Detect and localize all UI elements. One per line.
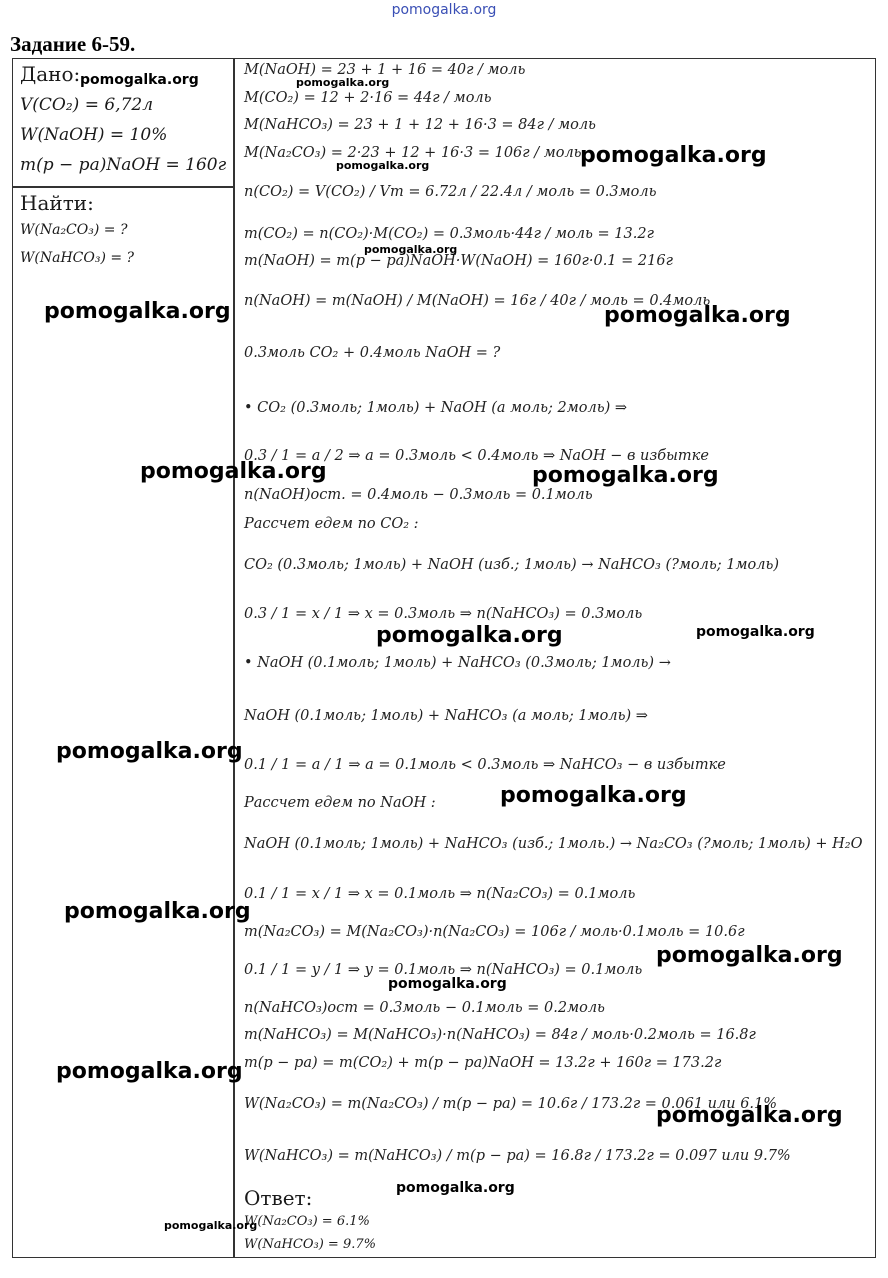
solution-step: 0.3моль CO₂ + 0.4моль NaOH = ? (244, 345, 501, 361)
solution-step: W(NaHCO₃) = m(NaHCO₃) / m(р − ра) = 16.8г / 173.2г = 0.097 или 9.7% (244, 1148, 791, 1164)
watermark-text: pomogalka.org (164, 1219, 258, 1232)
watermark-text: pomogalka.org (364, 243, 458, 256)
solution-step: 0.3 / 1 = а / 2 ⇒ а = 0.3моль < 0.4моль ⇒ NaOH − в избытке (244, 448, 709, 464)
watermark-text: pomogalka.org (336, 159, 430, 172)
task-title: Задание 6-59. (10, 32, 136, 56)
answer-line: W(NaHCO₃) = 9.7% (244, 1237, 376, 1252)
find-label: Найти: (20, 191, 94, 215)
answer-line: W(Na₂CO₃) = 6.1% (244, 1214, 370, 1229)
solution-step: M(NaHCO₃) = 23 + 1 + 12 + 16·3 = 84г / моль (244, 117, 596, 133)
solution-step: M(Na₂CO₃) = 2·23 + 12 + 16·3 = 106г / моль (244, 145, 582, 161)
solution-step: M(NaOH) = 23 + 1 + 16 = 40г / моль (244, 62, 526, 78)
solution-step: n(NaHCO₃)ост = 0.3моль − 0.1моль = 0.2моль (244, 1000, 605, 1016)
solution-step: • CO₂ (0.3моль; 1моль) + NaOH (а моль; 2моль) ⇒ (244, 400, 628, 416)
site-header: pomogalka.org (391, 2, 497, 18)
watermark-text: pomogalka.org (56, 1059, 243, 1084)
solution-step: n(NaOH)ост. = 0.4моль − 0.3моль = 0.1моль (244, 487, 593, 503)
watermark-text: pomogalka.org (376, 623, 563, 648)
watermark-text: pomogalka.org (64, 899, 251, 924)
solution-step: n(NaOH) = m(NaOH) / M(NaOH) = 16г / 40г / моль = 0.4моль (244, 293, 711, 309)
watermark-text: pomogalka.org (80, 72, 199, 88)
find-line: W(Na₂CO₃) = ? (20, 222, 128, 238)
solution-step: M(CO₂) = 12 + 2·16 = 44г / моль (244, 90, 492, 106)
watermark-text: pomogalka.org (656, 1103, 843, 1128)
solution-step: CO₂ (0.3моль; 1моль) + NaOH (изб.; 1моль) → NaHCO₃ (?моль; 1моль) (244, 557, 780, 573)
solution-step: NaOH (0.1моль; 1моль) + NaHCO₃ (изб.; 1моль.) → Na₂CO₃ (?моль; 1моль) + H₂O (244, 836, 863, 852)
solution-step: Рассчет едем по NaOH : (244, 795, 436, 811)
solution-step: NaOH (0.1моль; 1моль) + NaHCO₃ (а моль; 1моль) ⇒ (244, 708, 648, 724)
find-section (20, 190, 230, 272)
solution-step: W(Na₂CO₃) = m(Na₂CO₃) / m(р − ра) = 10.6г / 173.2г = 0.061 или 6.1% (244, 1096, 778, 1112)
solution-step: 0.1 / 1 = а / 1 ⇒ а = 0.1моль < 0.3моль ⇒ NaHCO₃ − в избытке (244, 757, 726, 773)
watermark-text: pomogalka.org (696, 624, 815, 640)
watermark-text: pomogalka.org (388, 976, 507, 992)
find-line: W(NaHCO₃) = ? (20, 250, 135, 266)
given-line: W(NaOH) = 10% (20, 125, 168, 145)
watermark-text: pomogalka.org (532, 463, 719, 488)
watermark-text: pomogalka.org (44, 299, 231, 324)
watermark-text: pomogalka.org (500, 783, 687, 808)
watermark-text: pomogalka.org (56, 739, 243, 764)
solution-step: m(NaHCO₃) = M(NaHCO₃)·n(NaHCO₃) = 84г / моль·0.2моль = 16.8г (244, 1027, 756, 1043)
watermark-text: pomogalka.org (140, 459, 327, 484)
solution-step: m(NaOH) = m(р − ра)NaOH·W(NaOH) = 160г·0.1 = 216г (244, 253, 673, 269)
solution-step: m(Na₂CO₃) = M(Na₂CO₃)·n(Na₂CO₃) = 106г / моль·0.1моль = 10.6г (244, 924, 745, 940)
watermark-text: pomogalka.org (604, 303, 791, 328)
solution-step: m(CO₂) = n(CO₂)·M(CO₂) = 0.3моль·44г / моль = 13.2г (244, 226, 654, 242)
solution-step: Рассчет едем по CO₂ : (244, 516, 419, 532)
solution-step: n(CO₂) = V(CO₂) / Vm = 6.72л / 22.4л / моль = 0.3моль (244, 184, 657, 200)
given-find-divider (12, 186, 234, 188)
answer-section (244, 1186, 376, 1256)
given-line: V(CO₂) = 6,72л (20, 95, 154, 115)
watermark-text: pomogalka.org (396, 1180, 515, 1196)
solution-step: m(р − ра) = m(CO₂) + m(р − ра)NaOH = 13.2г + 160г = 173.2г (244, 1055, 722, 1071)
solution-step: 0.1 / 1 = y / 1 ⇒ y = 0.1моль ⇒ n(NaHCO₃) = 0.1моль (244, 962, 643, 978)
solution-step: • NaOH (0.1моль; 1моль) + NaHCO₃ (0.3моль; 1моль) → (244, 655, 671, 671)
watermark-text: pomogalka.org (580, 143, 767, 168)
answer-label: Ответ: (244, 1186, 313, 1210)
given-line: m(р − ра)NaOH = 160г (20, 155, 227, 175)
watermark-text: pomogalka.org (656, 943, 843, 968)
solution-step: 0.1 / 1 = x / 1 ⇒ x = 0.1моль ⇒ n(Na₂CO₃) = 0.1моль (244, 886, 636, 902)
given-label: Дано: (20, 62, 81, 86)
solution-step: 0.3 / 1 = x / 1 ⇒ x = 0.3моль ⇒ n(NaHCO₃) = 0.3моль (244, 606, 643, 622)
watermark-text: pomogalka.org (296, 76, 390, 89)
